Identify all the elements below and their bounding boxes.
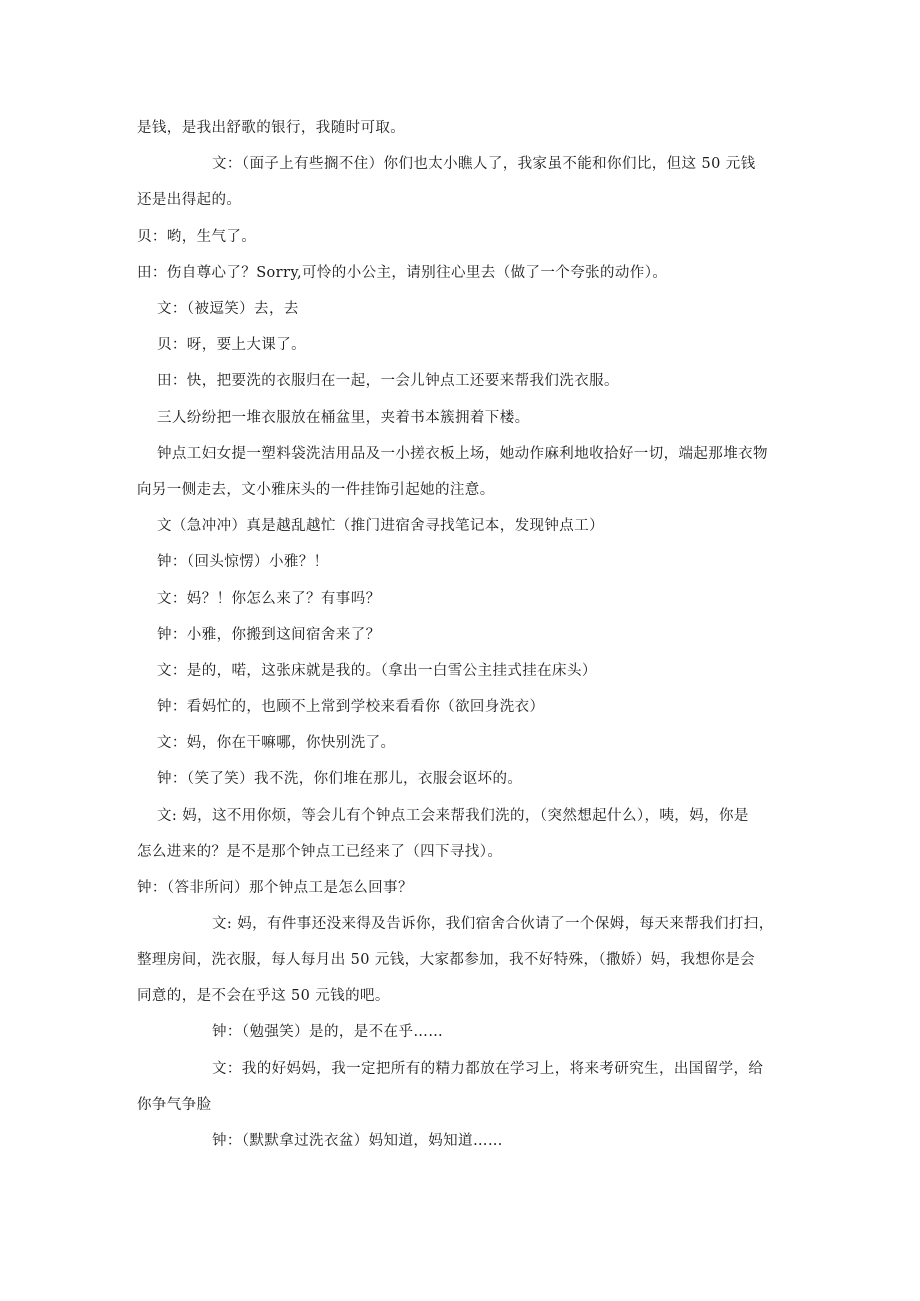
text-line: 钟：（回头惊愣）小雅？！ — [157, 554, 329, 570]
text-line: 钟点工妇女提一塑料袋洗洁用品及一小搓衣板上场，她动作麻利地收拾好一切，端起那堆衣物 — [157, 446, 768, 462]
text-line: 文：妈？！你怎么来了？有事吗？ — [157, 591, 381, 607]
text-line: 是钱，是我出舒歌的银行，我随时可取。 — [137, 120, 406, 136]
text-line: 贝：呀，要上大课了。 — [157, 337, 306, 353]
text-line: 田：伤自尊心了？Sorry,可怜的小公主，请别往心里去（做了一个夸张的动作）。 — [137, 265, 668, 281]
text-line: 同意的，是不会在乎这 50 元钱的吧。 — [137, 988, 390, 1004]
text-line: 钟：（笑了笑）我不洗，你们堆在那儿，衣服会讴坏的。 — [157, 771, 523, 787]
text-line: 钟：（勉强笑）是的，是不在乎…… — [212, 1024, 444, 1040]
text-line: 钟：（答非所问）那个钟点工是怎么回事？ — [137, 880, 413, 896]
text-line: 文：是的，喏，这张床就是我的。（拿出一白雪公主挂式挂在床头） — [157, 663, 597, 679]
text-line: 文：妈，你在干嘛哪，你快别洗了。 — [157, 735, 396, 751]
text-line: 三人纷纷把一堆衣服放在桶盆里，夹着书本簇拥着下楼。 — [157, 410, 530, 426]
text-line: 钟：看妈忙的，也顾不上常到学校来看看你（欲回身洗衣） — [157, 699, 545, 715]
text-line: 钟：小雅，你搬到这间宿舍来了？ — [157, 627, 381, 643]
text-line: 怎么进来的？是不是那个钟点工已经来了（四下寻找）。 — [137, 844, 503, 860]
text-line: 贝：哟，生气了。 — [137, 229, 257, 245]
text-line: 文：（面子上有些搁不住）你们也太小瞧人了，我家虽不能和你们比，但这 50 元钱 — [212, 156, 756, 172]
text-line: 文: 妈，这不用你烦，等会儿有个钟点工会来帮我们洗的，（突然想起什么），咦，妈，你是 — [157, 808, 749, 824]
text-line: 文：我的好妈妈，我一定把所有的精力都放在学习上，将来考研究生，出国留学，给 — [212, 1061, 764, 1077]
text-line: 田：快，把要洗的衣服归在一起，一会儿钟点工还要来帮我们洗衣服。 — [157, 373, 619, 389]
text-line: 你争气争脸 — [137, 1097, 212, 1113]
text-line: 还是出得起的。 — [137, 192, 242, 208]
text-line: 文: 妈，有件事还没来得及告诉你，我们宿舍合伙请了一个保姆，每天来帮我们打扫， — [212, 916, 774, 932]
text-line: 钟：（默默拿过洗衣盆）妈知道，妈知道…… — [212, 1133, 503, 1149]
text-line: 文：（被逗笑）去，去 — [157, 301, 299, 317]
text-line: 文（急冲冲）真是越乱越忙（推门进宿舍寻找笔记本，发现钟点工） — [157, 518, 604, 534]
text-line: 向另一侧走去，文小雅床头的一件挂饰引起她的注意。 — [137, 482, 495, 498]
text-line: 整理房间，洗衣服，每人每月出 50 元钱，大家都参加，我不好特殊，（撒娇）妈，我想你是会 — [137, 952, 756, 968]
